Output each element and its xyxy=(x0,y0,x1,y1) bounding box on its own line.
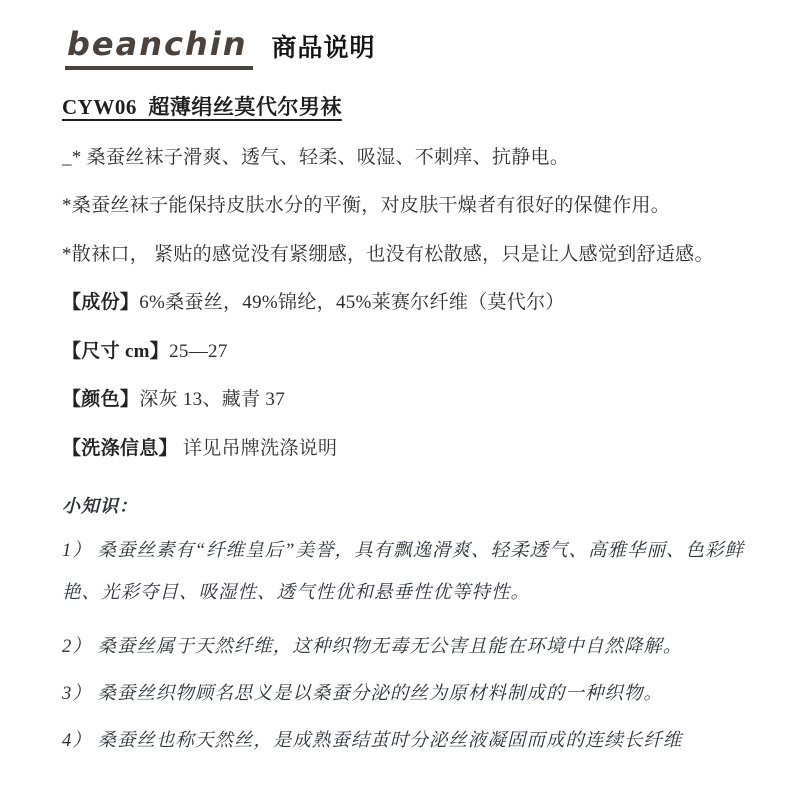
spec-color-label: 【颜色】 xyxy=(62,389,140,410)
feature-line-1 xyxy=(62,146,748,170)
feature-line-3-text: *散袜口， 紧贴的感觉没有紧绷感，也没有松散感，只是让人感觉到舒适感。 xyxy=(62,243,714,265)
brand-logo: beanchin xyxy=(65,28,253,70)
feature-line-2 xyxy=(62,194,748,218)
tip-item-4: 4） 桑蚕丝也称天然丝，是成熟蚕结茧时分泌丝液凝固而成的连续长纤维 xyxy=(62,730,683,751)
spec-composition-label: 【成份】 xyxy=(62,292,140,313)
feature-line-2-text: *桑蚕丝袜子能保持皮肤水分的平衡，对皮肤干燥者有很好的保健作用。 xyxy=(62,195,671,216)
spec-washing xyxy=(62,437,748,461)
spec-composition xyxy=(62,291,748,315)
tips-heading: 小知识： xyxy=(62,495,138,516)
spec-washing-value: 详见吊牌洗涤说明 xyxy=(177,437,338,459)
spec-composition-value: 6%桑蚕丝，49%锦纶，45%莱赛尔纤维（莫代尔） xyxy=(139,292,565,313)
spec-color-value: 深灰 13、藏青 37 xyxy=(139,389,286,410)
spec-size-value: 25—27 xyxy=(169,340,228,362)
header xyxy=(65,10,748,70)
tips-section xyxy=(62,495,748,762)
doc-title: 商品说明 xyxy=(271,35,376,62)
feature-line-3 xyxy=(62,243,748,267)
spec-size xyxy=(62,340,748,364)
tip-item-2: 2） 桑蚕丝属于天然纤维，这种织物无毒无公害且能在环境中自然降解。 xyxy=(62,636,683,657)
tip-item-3: 3） 桑蚕丝织物顾名思义是以桑蚕分泌的丝为原材料制成的一种织物。 xyxy=(62,683,663,704)
spec-color xyxy=(62,388,748,412)
tip-item-1: 1） 桑蚕丝素有“纤维皇后”美誉，具有飘逸滑爽、轻柔透气、高雅华丽、色彩鲜艳、光彩夺目、吸湿性、透气性优和悬垂性优等特性。 xyxy=(62,540,744,603)
feature-line-1-text: _* 桑蚕丝袜子滑爽、透气、轻柔、吸湿、不刺痒、抗静电。 xyxy=(62,146,570,168)
spec-size-label: 【尺寸 cm】 xyxy=(62,340,170,362)
spec-washing-label: 【洗涤信息】 xyxy=(62,437,178,459)
product-title: CYW06 超薄绢丝莫代尔男袜 xyxy=(62,95,342,119)
spec-section xyxy=(62,146,748,461)
